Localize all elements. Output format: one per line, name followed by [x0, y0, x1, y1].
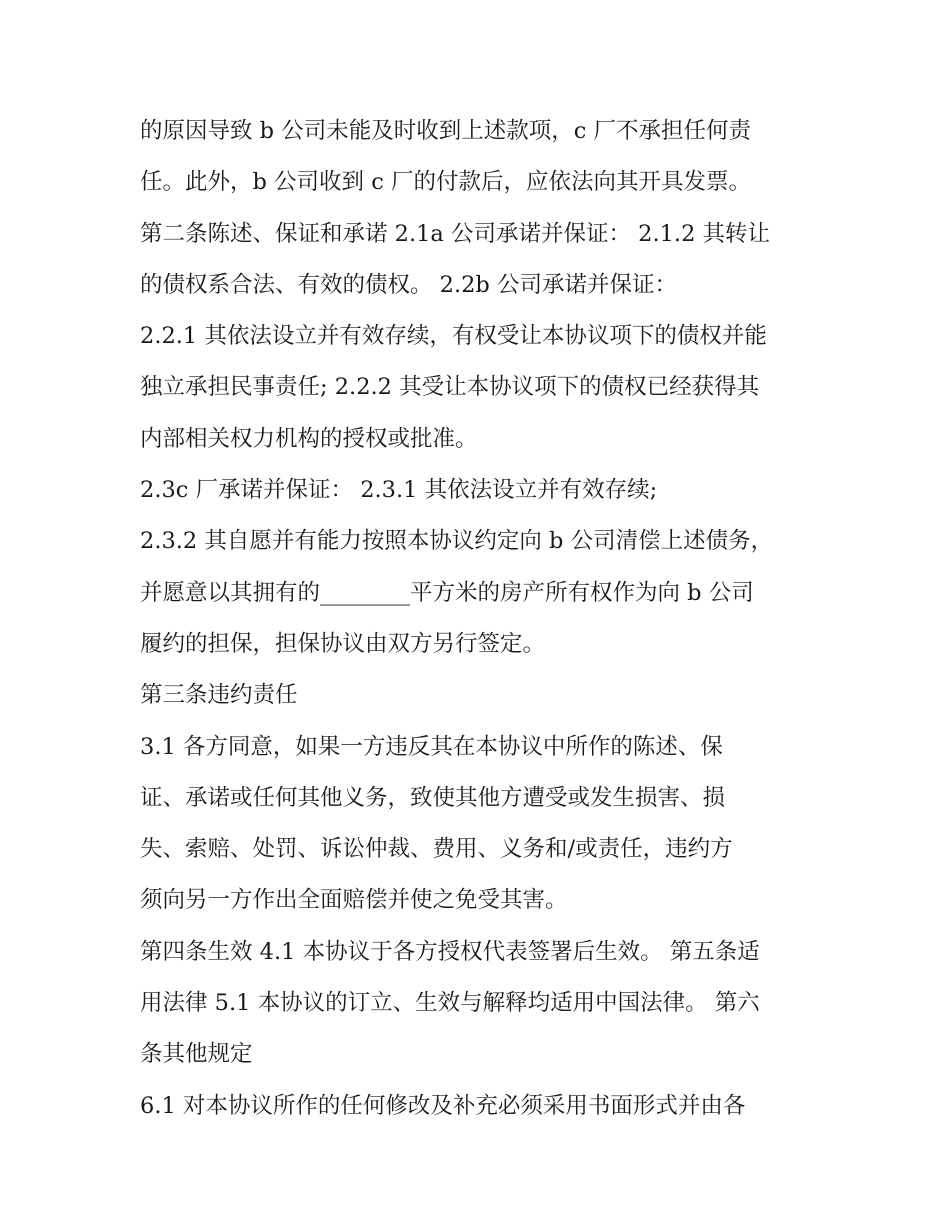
text-line: 2.2.1 其依法设立并有效存续，有权受让本协议项下的债权并能 [140, 323, 767, 350]
text-line: 用法律 5.1 本协议的订立、生效与解释均适用中国法律。 第六 [140, 990, 760, 1017]
section-heading: 第三条违约责任 [140, 682, 298, 709]
text-line: 任。此外，b 公司收到 c 厂的付款后，应依法向其开具发票。 [140, 169, 751, 196]
text-line: 2.3.2 其自愿并有能力按照本协议约定向 b 公司清偿上述债务， [140, 528, 774, 555]
text-line: 第四条生效 4.1 本协议于各方授权代表签署后生效。 第五条适 [140, 938, 760, 965]
text-line: 的债权系合法、有效的债权。 2.2b 公司承诺并保证： [140, 271, 677, 298]
text-line: 独立承担民事责任; 2.2.2 其受让本协议项下的债权已经获得其 [140, 374, 760, 401]
text-line: 6.1 对本协议所作的任何修改及补充必须采用书面形式并由各 [140, 1092, 746, 1119]
text-line: 条其他规定 [140, 1041, 253, 1068]
text-line: 须向另一方作出全面赔偿并使之免受其害。 [140, 887, 568, 914]
text-line: 的原因导致 b 公司未能及时收到上述款项，c 厂不承担任何责 [140, 118, 751, 144]
text-line: 内部相关权力机构的授权或批准。 [140, 425, 478, 452]
text-line: 失、索赔、处罚、诉讼仲裁、费用、义务和/或责任，违约方 [140, 836, 733, 863]
text-line: 第二条陈述、保证和承诺 2.1a 公司承诺并保证： 2.1.2 其转让 [140, 220, 771, 247]
text-line: 并愿意以其拥有的________平方米的房产所有权作为向 b 公司 [140, 579, 754, 606]
document-body [140, 106, 820, 1132]
text-line: 履约的担保，担保协议由双方另行签定。 [140, 630, 546, 657]
text-line: 证、承诺或任何其他义务，致使其他方遭受或发生损害、损 [140, 784, 726, 811]
text-line: 2.3c 厂承诺并保证： 2.3.1 其依法设立并有效存续; [140, 477, 658, 504]
text-line: 3.1 各方同意，如果一方违反其在本协议中所作的陈述、保 [140, 733, 723, 760]
